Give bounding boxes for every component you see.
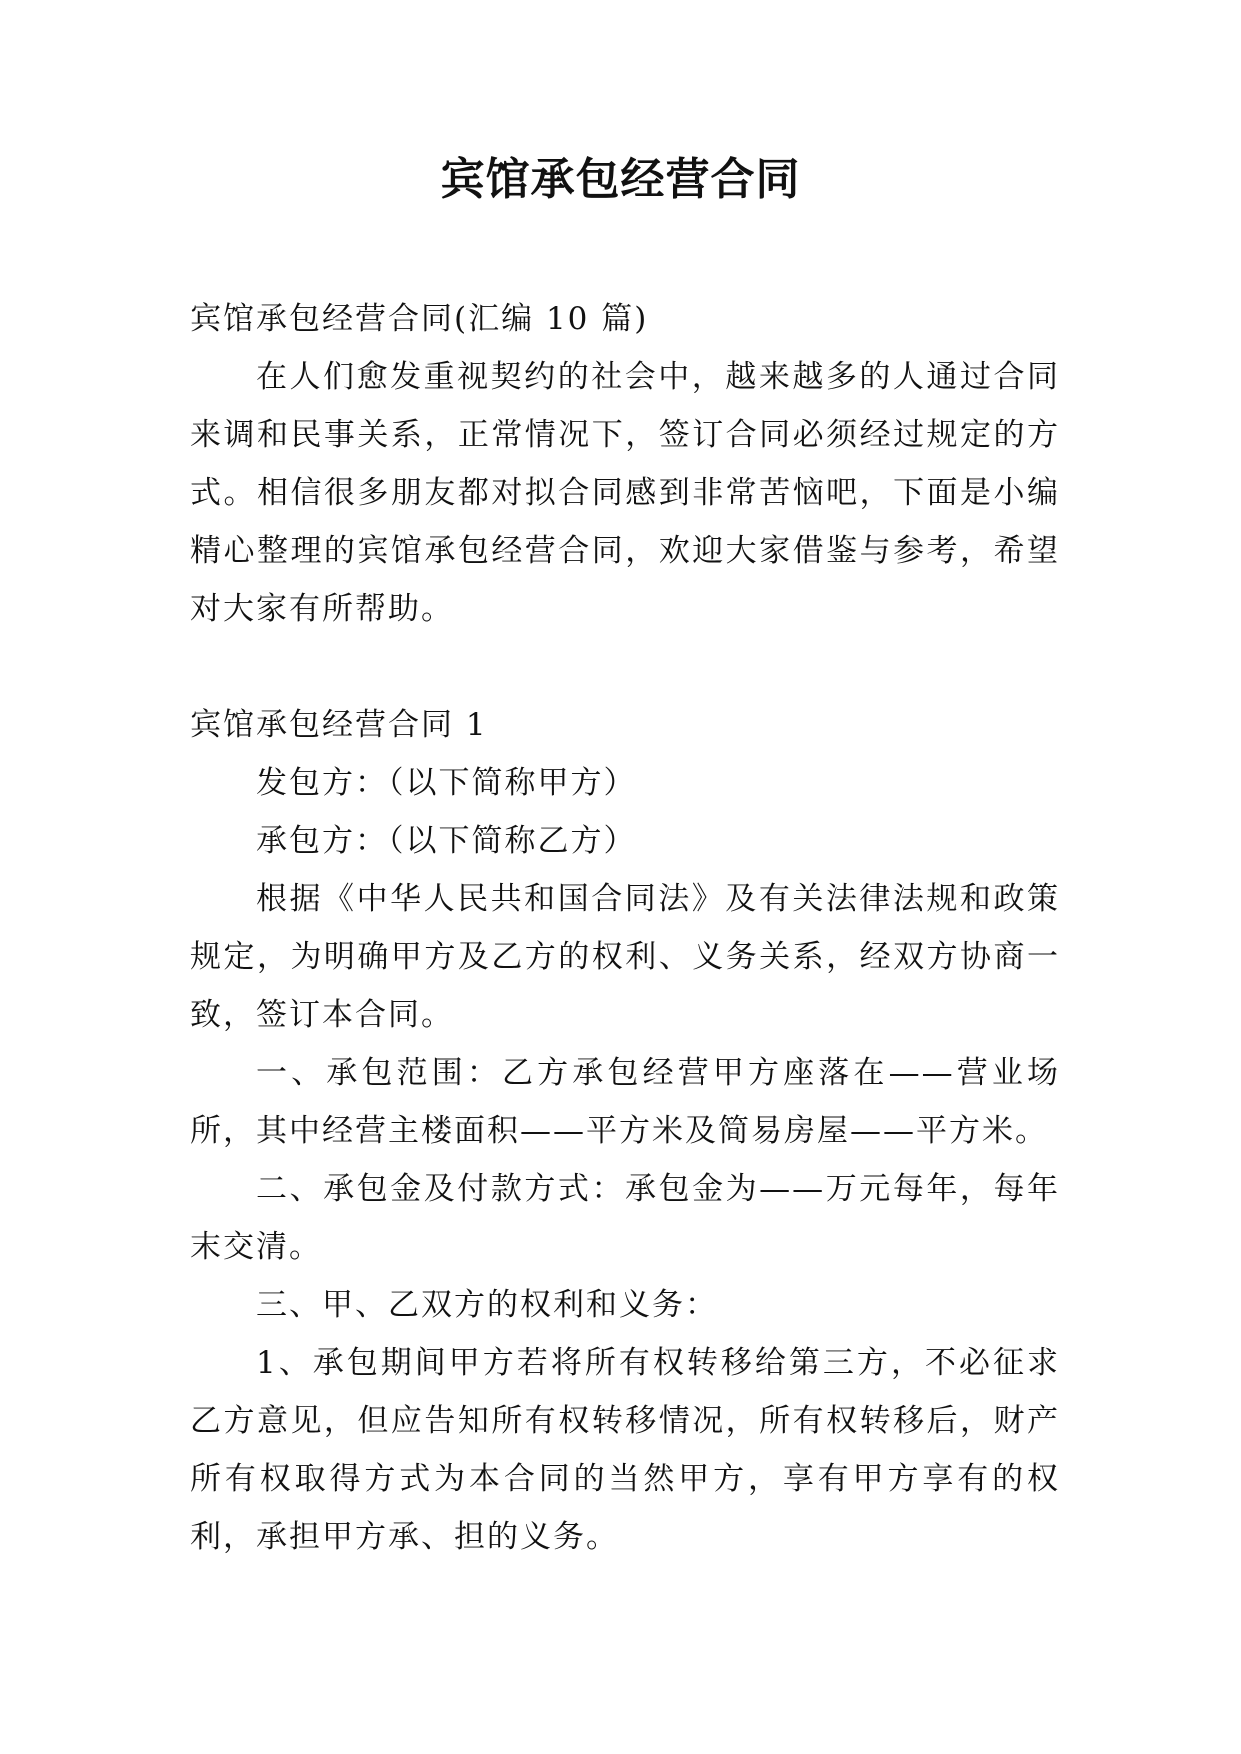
- legal-basis-paragraph: 根据《中华人民共和国合同法》及有关法律法规和政策规定，为明确甲方及乙方的权利、义务关系，经双方协商一致，签订本合同。: [190, 881, 1060, 1033]
- clause-rights-item-1: 1、承包期间甲方若将所有权转移给第三方，不必征求乙方意见，但应告知所有权转移情况，所有权转移后，财产所有权取得方式为本合同的当然甲方，享有甲方享有的权利，承担甲方承、担的义务。: [190, 1345, 1060, 1555]
- section-spacer: [190, 638, 1060, 696]
- clause-payment: 二、承包金及付款方式：承包金为——万元每年，每年末交清。: [190, 1171, 1060, 1265]
- intro-paragraph: 在人们愈发重视契约的社会中，越来越多的人通过合同来调和民事关系，正常情况下，签订合同必须经过规定的方式。相信很多朋友都对拟合同感到非常苦恼吧，下面是小编精心整理的宾馆承包经营合同，欢迎大家借鉴与参考，希望对大家有所帮助。: [190, 359, 1060, 627]
- document-title: 宾馆承包经营合同: [440, 154, 801, 205]
- party-a-line: 发包方：（以下简称甲方）: [256, 765, 637, 801]
- party-b-line: 承包方：（以下简称乙方）: [256, 823, 637, 859]
- clause-rights-heading: 三、甲、乙双方的权利和义务：: [256, 1287, 718, 1323]
- section-heading: 宾馆承包经营合同 1: [190, 707, 488, 743]
- document-body: [190, 290, 1060, 1566]
- clause-scope: 一、承包范围：乙方承包经营甲方座落在——营业场所，其中经营主楼面积——平方米及简易房屋——平方米。: [190, 1055, 1060, 1149]
- document-subtitle: 宾馆承包经营合同(汇编 10 篇): [190, 301, 649, 337]
